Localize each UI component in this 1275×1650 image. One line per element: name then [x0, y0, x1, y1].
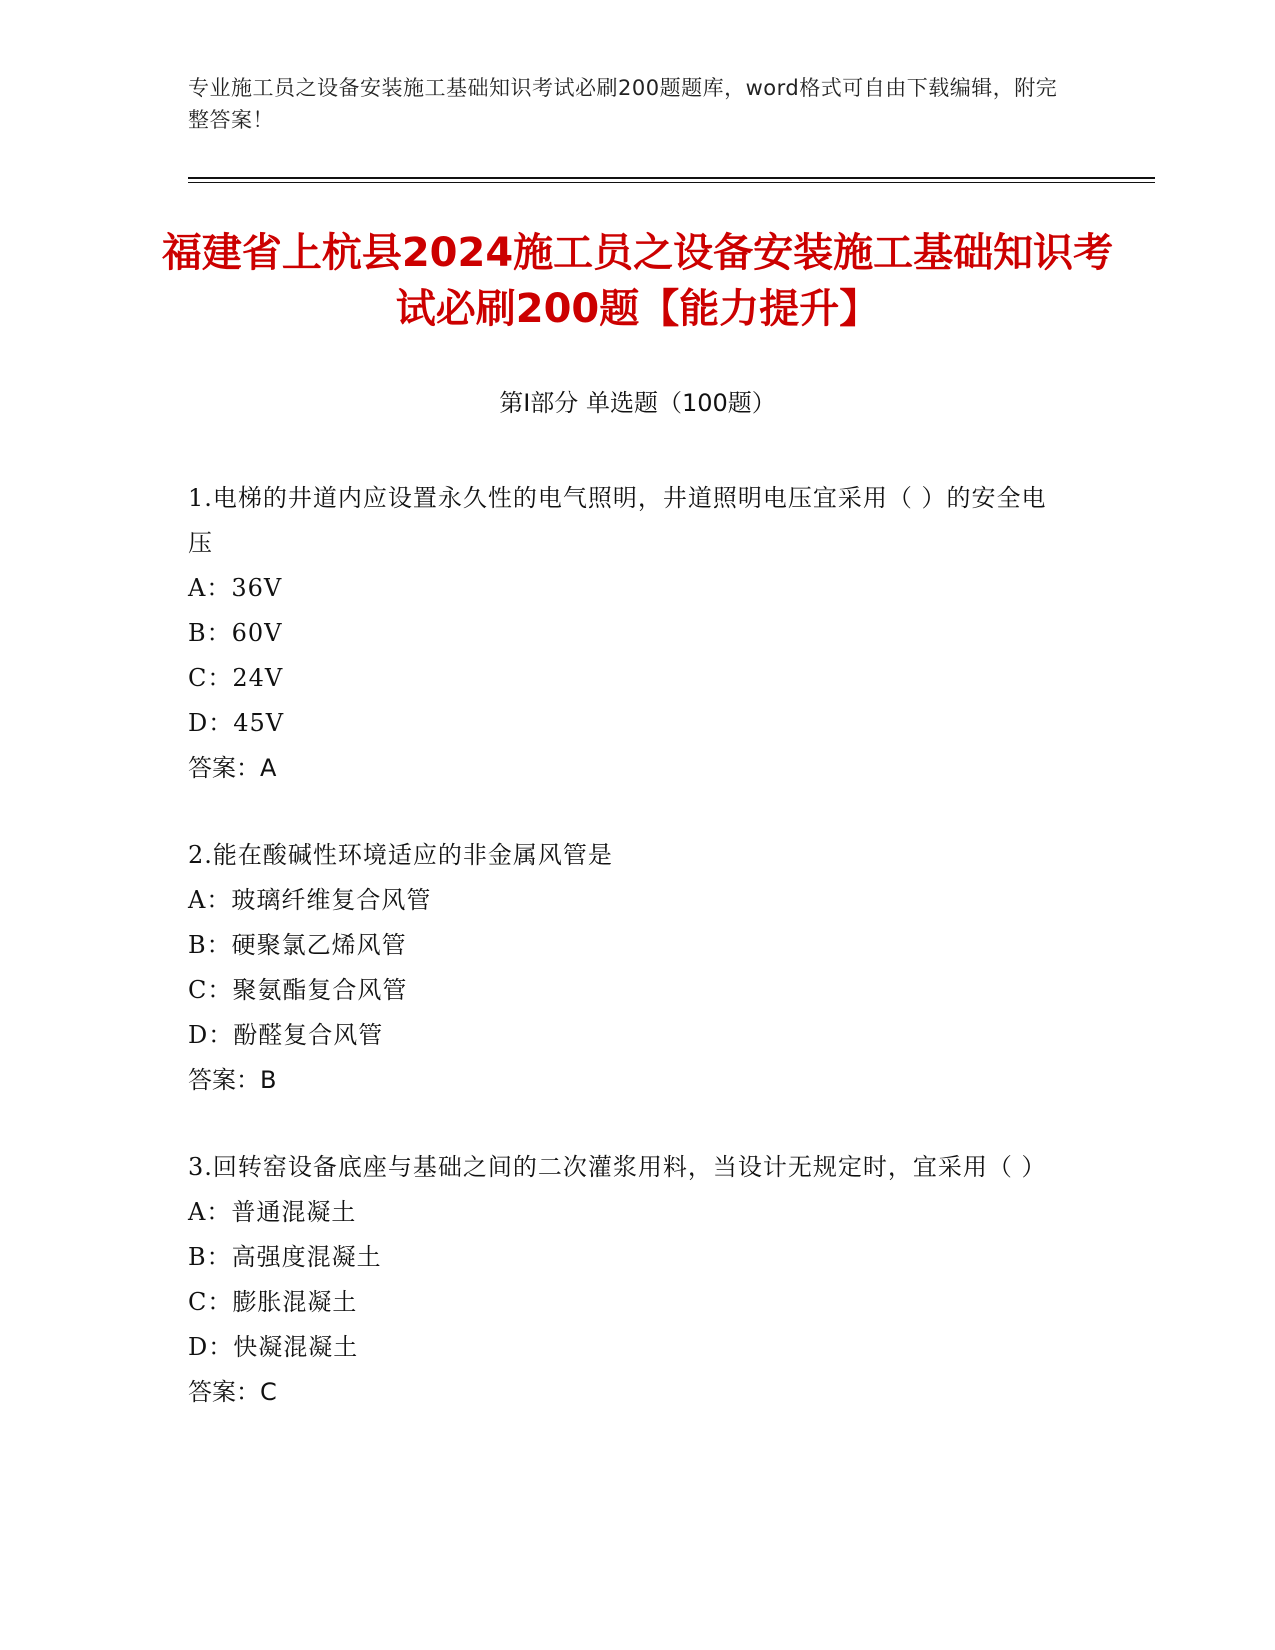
option-b: B：高强度混凝土	[188, 1243, 382, 1271]
header-note: 专业施工员之设备安装施工基础知识考试必刷200题题库，word格式可自由下载编辑，附完整答案！	[188, 76, 1058, 132]
question-3	[188, 1145, 1068, 1415]
question-list	[188, 476, 1068, 1457]
document-title: 福建省上杭县2024施工员之设备安装施工基础知识考试必刷200题【能力提升】	[161, 230, 1114, 332]
header-divider-thick	[188, 177, 1155, 179]
question-stem: 3.回转窑设备底座与基础之间的二次灌浆用料，当设计无规定时，宜采用（ ）	[188, 1153, 1047, 1181]
option-a: A：玻璃纤维复合风管	[188, 886, 432, 914]
answer-line: 答案：A	[188, 754, 277, 782]
option-d: D：酚醛复合风管	[188, 1021, 384, 1049]
question-stem: 1.电梯的井道内应设置永久性的电气照明，井道照明电压宜采用（ ）的安全电压	[188, 484, 1047, 557]
answer-line: 答案：C	[188, 1378, 277, 1406]
option-d: D：45V	[188, 709, 285, 737]
option-a: A：36V	[188, 574, 283, 602]
option-b: B：硬聚氯乙烯风管	[188, 931, 407, 959]
option-b: B：60V	[188, 619, 283, 647]
section-title: 第Ⅰ部分 单选题（100题）	[499, 389, 776, 417]
option-c: C：聚氨酯复合风管	[188, 976, 408, 1004]
header-divider-thin	[188, 182, 1155, 183]
question-2	[188, 833, 1068, 1103]
option-c: C：膨胀混凝土	[188, 1288, 358, 1316]
option-d: D：快凝混凝土	[188, 1333, 359, 1361]
option-c: C：24V	[188, 664, 284, 692]
question-1	[188, 476, 1068, 791]
answer-line: 答案：B	[188, 1066, 277, 1094]
option-a: A：普通混凝土	[188, 1198, 357, 1226]
question-stem: 2.能在酸碱性环境适应的非金属风管是	[188, 841, 613, 869]
